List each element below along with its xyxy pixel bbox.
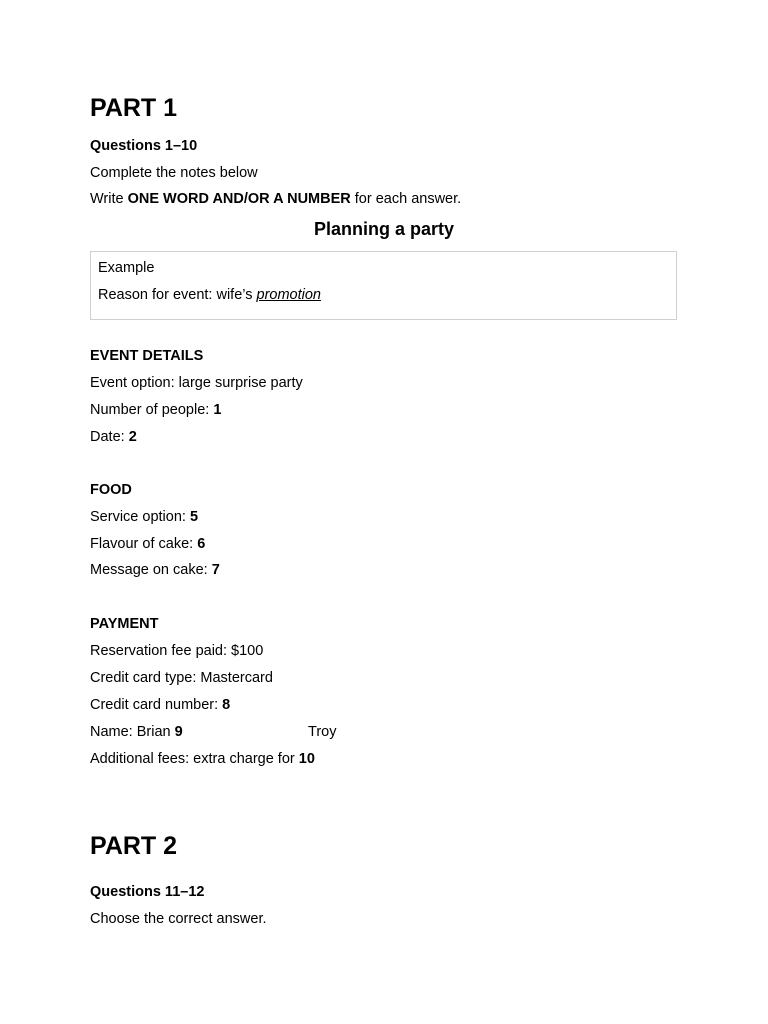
- instruction-2-bold: ONE WORD AND/OR A NUMBER: [127, 191, 351, 207]
- food-heading: FOOD: [90, 482, 132, 498]
- notes-title: Planning a party: [313, 219, 455, 239]
- question-number-1: 1: [213, 402, 222, 418]
- cake-flavour-label: Flavour of cake:: [90, 536, 198, 552]
- date-label: Date:: [90, 429, 129, 445]
- name-surname: Troy: [308, 724, 337, 740]
- question-number-9: 9: [174, 724, 183, 740]
- question-number-10: 10: [298, 751, 315, 767]
- question-number-2: 2: [128, 429, 137, 445]
- name-line: [90, 724, 183, 740]
- card-number-label: Credit card number:: [90, 697, 223, 713]
- payment-heading: PAYMENT: [90, 616, 159, 632]
- date-line: [90, 429, 137, 445]
- part1-title: PART 1: [90, 94, 178, 122]
- question-number-8: 8: [222, 697, 231, 713]
- cake-flavour-line: [90, 536, 205, 552]
- number-of-people-line: [90, 402, 221, 418]
- cake-message-label: Message on cake:: [90, 562, 212, 578]
- part1-instruction-1: Complete the notes below: [90, 165, 258, 181]
- example-answer: promotion: [256, 287, 321, 303]
- part1-question-range: Questions 1–10: [90, 138, 198, 154]
- example-box: [90, 251, 677, 320]
- additional-fees-label: Additional fees: extra charge for: [90, 751, 299, 767]
- part1-instruction-2: [90, 191, 461, 207]
- example-label: Example: [98, 260, 155, 276]
- event-option-line: Event option: large surprise party: [90, 375, 303, 391]
- example-text: Reason for event: wife’s: [98, 287, 257, 303]
- instruction-2-post: for each answer.: [350, 191, 462, 207]
- name-label: Name: Brian: [90, 724, 175, 740]
- part2-title: PART 2: [90, 832, 178, 860]
- number-of-people-label: Number of people:: [90, 402, 214, 418]
- reservation-fee-line: Reservation fee paid: $100: [90, 643, 264, 659]
- service-option-label: Service option:: [90, 509, 190, 525]
- instruction-2-pre: Write: [90, 191, 128, 207]
- event-details-heading: EVENT DETAILS: [90, 348, 204, 364]
- service-option-line: [90, 509, 198, 525]
- part2-question-range: Questions 11–12: [90, 884, 205, 900]
- example-line: [98, 287, 321, 303]
- question-number-5: 5: [189, 509, 199, 525]
- card-type-line: Credit card type: Mastercard: [90, 670, 273, 686]
- additional-fees-line: [90, 751, 315, 767]
- question-number-6: 6: [197, 536, 206, 552]
- cake-message-line: [90, 562, 220, 578]
- part2-instruction: Choose the correct answer.: [90, 911, 267, 927]
- card-number-line: [90, 697, 230, 713]
- question-number-7: 7: [211, 562, 220, 578]
